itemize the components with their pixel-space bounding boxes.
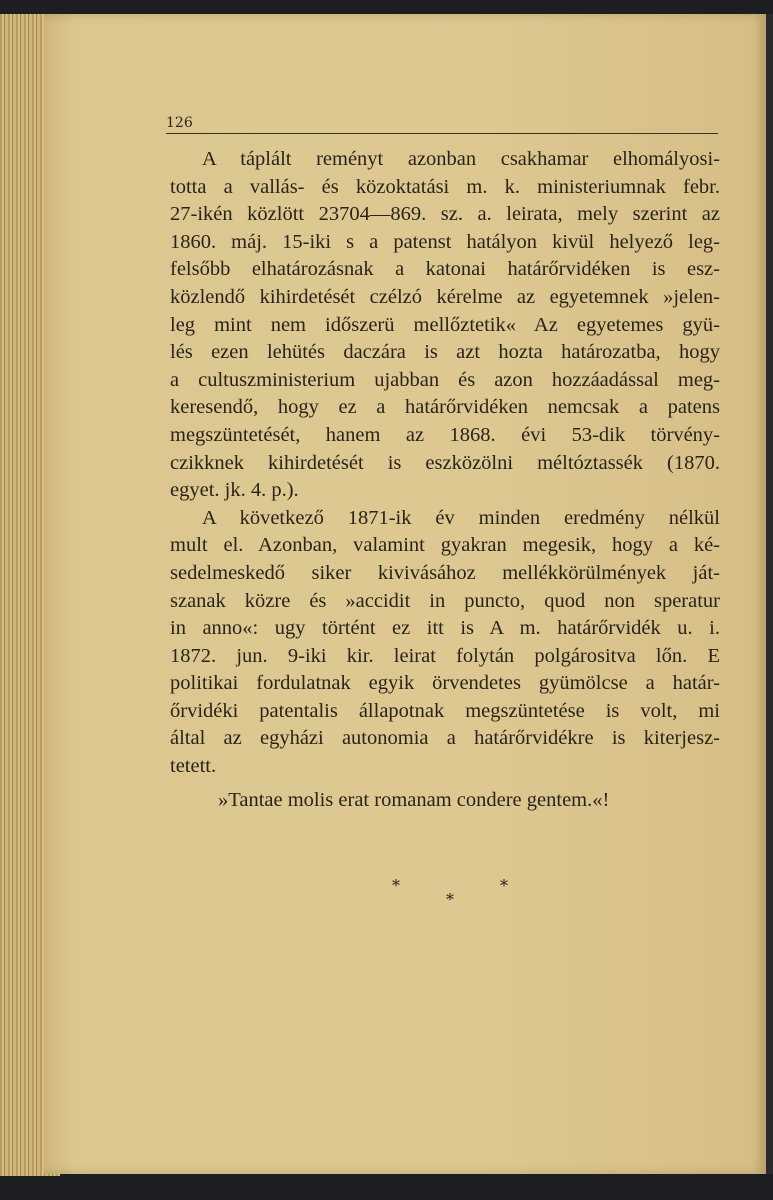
text-line: leg mint nem időszerü mellőztetik« Az egyetemes gyü-: [170, 313, 720, 336]
text-line: megszüntetését, hanem az 1868. évi 53-dik törvény-: [170, 423, 720, 446]
text-line: szanak közre és »accidit in puncto, quod non speratur: [170, 589, 720, 612]
text-line: mult el. Azonban, valamint gyakran megesik, hogy a ké-: [170, 534, 720, 557]
ornament-star: *: [500, 876, 508, 895]
text-line: A táplált reményt azonban csakhamar elhomályosi-: [202, 148, 720, 170]
running-header: [166, 115, 718, 134]
text-line: közlendő kihirdetését czélzó kérelme az egyetemnek »jelen-: [170, 285, 720, 308]
binding-shadow: [766, 14, 773, 1174]
text-line: lés ezen lehütés daczára is azt hozta határozatba, hogy: [170, 341, 720, 364]
text-line: czikknek kihirdetését is eszközölni méltóztassék (1870.: [170, 451, 720, 474]
closing-quote: »Tantae molis erat romanam condere gentem.«!: [218, 788, 610, 811]
text-line: in anno«: ugy történt ez itt is A m. határőrvidék u. i.: [170, 617, 720, 640]
text-line: őrvidéki patentalis állapotnak megszüntetése is volt, mi: [170, 699, 720, 722]
text-line: 1860. máj. 15-iki s a patenst hatályon kivül helyező leg-: [170, 230, 720, 253]
text-line: politikai fordulatnak egyik örvendetes gyümölcse a határ-: [170, 672, 720, 695]
ornament-star: *: [392, 876, 400, 895]
text-line: 27-ikén közlött 23704—869. sz. a. leirata, mely szerint az: [170, 203, 720, 226]
text-line: által az egyházi autonomia a határőrvidékre is kiterjesz-: [170, 727, 720, 750]
text-line: A következő 1871-ik év minden eredmény nélkül: [202, 506, 720, 529]
text-line: 1872. jun. 9-iki kir. leirat folytán polgárositva lőn. E: [170, 644, 720, 667]
ornament-star: *: [446, 890, 454, 909]
body-text: [170, 146, 720, 814]
text-line: keresendő, hogy ez a határőrvidéken nemcsak a patens: [170, 396, 720, 419]
text-line: a cultuszministerium ujabban és azon hozzáadással meg-: [170, 368, 720, 391]
page-number: 126: [166, 115, 193, 131]
text-line: felsőbb elhatározásnak a katonai határőrvidéken is esz-: [170, 258, 720, 281]
text-line: totta a vallás- és közoktatási m. k. ministeriumnak febr.: [170, 175, 720, 198]
text-line: egyet. jk. 4. p.).: [170, 479, 299, 502]
text-line: sedelmeskedő siker kivivásához mellékkörülmények ját-: [170, 561, 720, 584]
text-line: tetett.: [170, 755, 217, 778]
